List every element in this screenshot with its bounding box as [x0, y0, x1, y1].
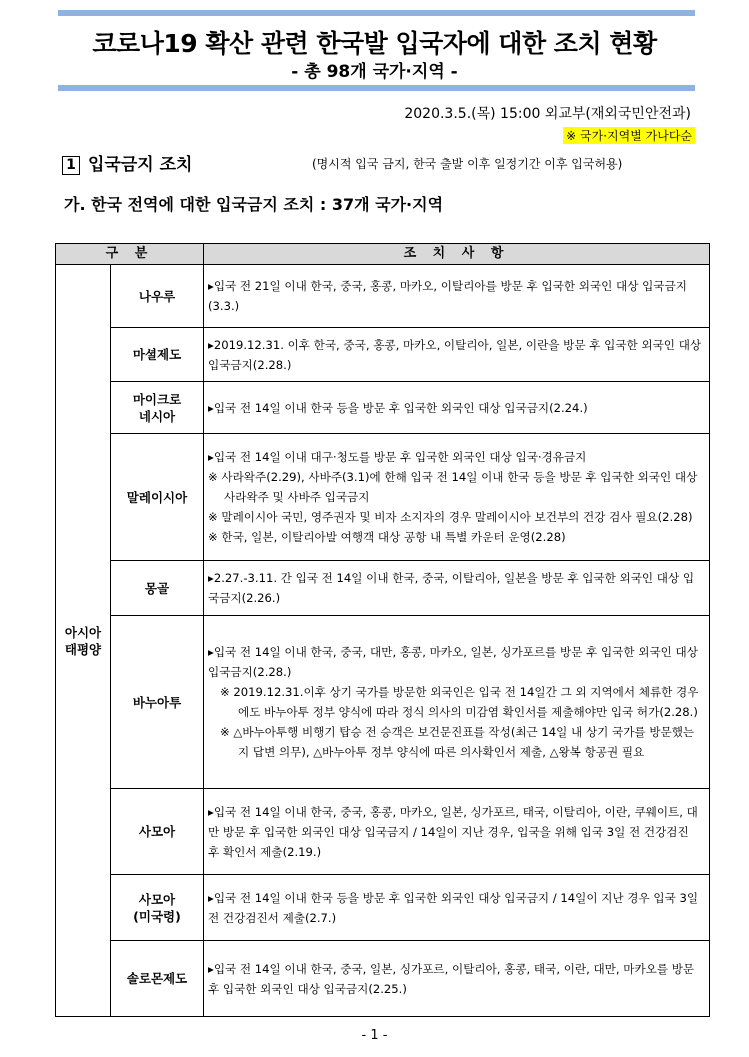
- measure-note: ※ 2019.12.31.이후 상기 국가를 방문한 외국인은 입국 전 14일간 그 외 지역에서 체류한 경우에도 바누아투 정부 양식에 따라 정식 의사의 미감염 확인서를 제출해야만 입국 허가(2.28.): [220, 685, 699, 719]
- country-cell: 나우루: [111, 265, 204, 328]
- measure-note: ※ 한국, 일본, 이탈리아발 여행객 대상 공항 내 특별 카운터 운영(2.28): [208, 530, 566, 544]
- measure-note: ※ 말레이시아 국민, 영주권자 및 비자 소지자의 경우 말레이시아 보건부의 건강 검사 필요(2.28): [208, 510, 693, 524]
- dateline: 2020.3.5.(목) 15:00 외교부(재외국민안전과): [404, 106, 691, 122]
- measure-cell: [204, 434, 710, 561]
- sort-note: ※ 국가·지역별 가나다순: [563, 127, 695, 144]
- country-cell: 몽골: [111, 561, 204, 616]
- measure-text: ▸2019.12.31. 이후 한국, 중국, 홍콩, 마카오, 이탈리아, 일본, 이란을 방문 후 입국한 외국인 대상 입국금지(2.28.): [208, 337, 702, 372]
- measure-text: ▸입국 전 14일 이내 한국 등을 방문 후 입국한 외국인 대상 입국금지(2.24.): [208, 400, 588, 415]
- measure-cell: [204, 941, 710, 1017]
- measure-cell: [204, 616, 710, 789]
- country-cell: 바누아투: [111, 616, 204, 789]
- section-note: (명시적 입국 금지, 한국 출발 이후 일정기간 이후 입국허용): [312, 157, 623, 171]
- column-header-category: 구 분: [56, 244, 204, 265]
- measure-text: ▸2.27.-3.11. 간 입국 전 14일 이내 한국, 중국, 이탈리아, 일본을 방문 후 입국한 외국인 대상 입국금지(2.26.): [208, 571, 695, 605]
- table-row: [56, 561, 710, 616]
- section-heading: [62, 150, 192, 175]
- section-title: 입국금지 조치: [88, 155, 193, 175]
- table-row: [56, 434, 710, 561]
- top-rule: [58, 10, 695, 16]
- subsection-heading: 가. 한국 전역에 대한 입국금지 조치 : 37개 국가·지역: [64, 195, 444, 214]
- column-header-measure: 조 치 사 항: [204, 244, 710, 265]
- measure-text: ▸입국 전 14일 이내 대구·청도를 방문 후 입국한 외국인 대상 입국·경유금지: [208, 450, 587, 464]
- section-number: 1: [62, 156, 80, 175]
- measure-text: ▸입국 전 14일 이내 한국, 중국, 대만, 홍콩, 마카오, 일본, 싱가포르를 방문 후 입국한 외국인 대상 입국금지(2.28.): [208, 645, 698, 679]
- table-row: [56, 265, 710, 328]
- measure-cell: [204, 789, 710, 875]
- country-cell: 솔로몬제도: [111, 941, 204, 1017]
- country-cell: 사모아: [111, 789, 204, 875]
- country-cell: 사모아 (미국령): [111, 875, 204, 941]
- measure-text: ▸입국 전 14일 이내 한국 등을 방문 후 입국한 외국인 대상 입국금지 / 14일이 지난 경우 입국 3일전 건강검진서 제출(2.7.): [208, 890, 699, 925]
- measure-text: ▸입국 전 21일 이내 한국, 중국, 홍콩, 마카오, 이탈리아를 방문 후 입국한 외국인 대상 입국금지(3.3.): [208, 279, 687, 313]
- measure-text: ▸입국 전 14일 이내 한국, 중국, 일본, 싱가포르, 이탈리아, 홍콩, 태국, 이란, 대만, 마카오를 방문 후 입국한 외국인 대상 입국금지(2.25.): [208, 961, 695, 996]
- table-row: [56, 789, 710, 875]
- measure-note: ※ 사라왁주(2.29), 사바주(3.1)에 한해 입국 전 14일 이내 한국 등을 방문 후 입국한 외국인 대상 사라왁주 및 사바주 입국금지: [208, 470, 698, 504]
- region-cell: 아시아 태평양: [56, 265, 111, 1017]
- measure-cell: [204, 382, 710, 434]
- measure-cell: [204, 875, 710, 941]
- measure-cell: [204, 328, 710, 382]
- table-row: [56, 616, 710, 789]
- table-row: [56, 875, 710, 941]
- country-cell: 말레이시아: [111, 434, 204, 561]
- measure-text: ▸입국 전 14일 이내 한국, 중국, 홍콩, 마카오, 일본, 싱가포르, 태국, 이탈리아, 이란, 쿠웨이트, 대만 방문 후 입국한 외국인 대상 입국금지 / 14일이 지난 경우, 입국을 위해 입국 3일 전 건강검진 후 확인서 제출(2.19.): [208, 804, 698, 859]
- document-title: 코로나19 확산 관련 한국발 입국자에 대한 조치 현황: [92, 29, 657, 58]
- measures-table: [55, 243, 710, 1017]
- table-row: [56, 382, 710, 434]
- document-subtitle: - 총 98개 국가·지역 -: [291, 62, 458, 82]
- measure-cell: [204, 561, 710, 616]
- measure-cell: [204, 265, 710, 328]
- country-cell: 마이크로 네시아: [111, 382, 204, 434]
- page-number: - 1 -: [361, 1028, 388, 1043]
- country-cell: 마셜제도: [111, 328, 204, 382]
- bottom-rule: [58, 85, 695, 91]
- table-header-row: [56, 244, 710, 265]
- table-row: [56, 328, 710, 382]
- table-row: [56, 941, 710, 1017]
- measure-note: ※ △바누아투행 비행기 탑승 전 승객은 보건문진표를 작성(최근 14일 내 상기 국가를 방문했는지 답변 의무), △바누아투 정부 양식에 따른 의사확인서 제출, △왕복 항공권 필요: [220, 725, 695, 759]
